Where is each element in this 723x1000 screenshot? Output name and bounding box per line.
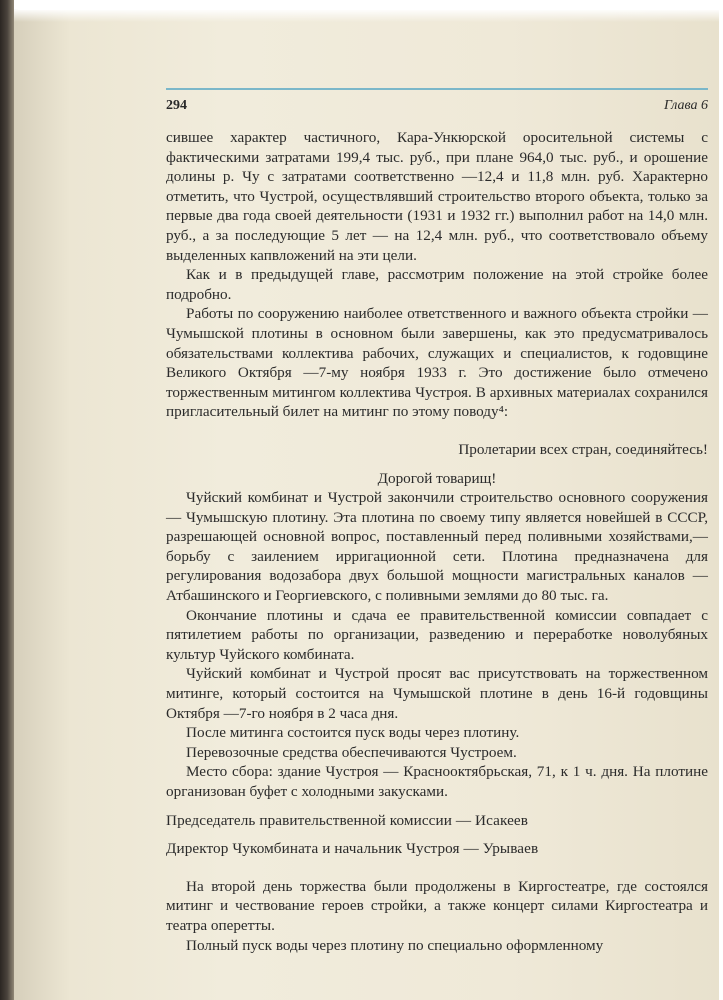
chapter-title: Глава 6: [664, 98, 708, 113]
page-number: 294: [166, 98, 187, 113]
invitation-salutation: Дорогой товарищ!: [377, 469, 497, 487]
invitation-paragraph-4: После митинга состоится пуск воды через плотину.: [186, 724, 520, 742]
paragraph-5: Полный пуск воды через плотину по специально оформленному: [186, 936, 604, 954]
invitation-paragraph-2: Окончание плотины и сдача ее правительственной комиссии совпадает с пятилетием работы по организации, разведению и переработке новолубяных культур Чуйского комбината.: [166, 606, 708, 663]
invitation-paragraph-6: Место сбора: здание Чустроя — Краснооктябрьская, 71, к 1 ч. дня. На плотине организован буфет с холодными закусками.: [166, 763, 708, 800]
signature-director: Директор Чукомбината и начальник Чустроя — Урываев: [166, 840, 539, 858]
invitation-paragraph-3: Чуйский комбинат и Чустрой просят вас присутствовать на торжественном митинге, который состоится на Чумышской плотине в день 16-й годовщины Октября —7-го ноября в 2 часа дня.: [166, 665, 708, 722]
invitation-paragraph-1: Чуйский комбинат и Чустрой закончили строительство основного сооружения — Чумышскую плотину. Эта плотина по своему типу является новейшей в СССР, разрешающей основной вопрос, поставленный перед поливными хозяйствами,— борьбу с заилением ирригационной сети. Плотина предназначена для регулирования водозабора двух большой мощности магистральных каналов — Атбашинского и Георгиевского, с поливными землями до 80 тыс. га.: [166, 489, 708, 605]
paragraph-2: Как и в предыдущей главе, рассмотрим положение на этой стройке более подробно.: [166, 266, 708, 303]
running-header: [166, 88, 708, 116]
page-top-margin: [14, 0, 723, 22]
paragraph-4: На второй день торжества были продолжены в Киргостеатре, где состоялся митинг и чествование героев стройки, а также концерт силами Киргостеатра и театра оперетты.: [166, 877, 708, 934]
invitation-paragraph-5: Перевозочные средства обеспечиваются Чустроем.: [186, 743, 517, 761]
signature-chairman: Председатель правительственной комиссии — Исакеев: [166, 811, 529, 829]
paragraph-3: Работы по сооружению наиболее ответственного и важного объекта стройки — Чумышской плотины в основном были завершены, как это предусматривалось обязательствами коллектива рабочих, служащих и специалистов, к годовщине Великого Октября —7-му ноября 1933 г. Это достижение было отмечено торжественным митингом коллектива Чустроя. В архивных материалах сохранился пригласительный билет на митинг по этому поводу⁴:: [166, 305, 708, 421]
paragraph-1: сившее характер частичного, Кара-Ункюрской оросительной системы с фактическими затратами 199,4 тыс. руб., при плане 964,0 тыс. руб., и орошение долины р. Чу с затратами соответственно —12,4 и 11,8 млн. руб. Характерно отметить, что Чустрой, осуществлявший строительство второго объекта, только за первые два года своей деятельности (1931 и 1932 гг.) выполнил работ на 14,0 млн. руб., а за последующие 5 лет — на 12,4 млн. руб., что соответствовало объему выделенных капвложений на эти цели.: [166, 129, 708, 264]
page-body: [166, 128, 708, 955]
slogan-line: Пролетарии всех стран, соединяйтесь!: [458, 440, 708, 458]
